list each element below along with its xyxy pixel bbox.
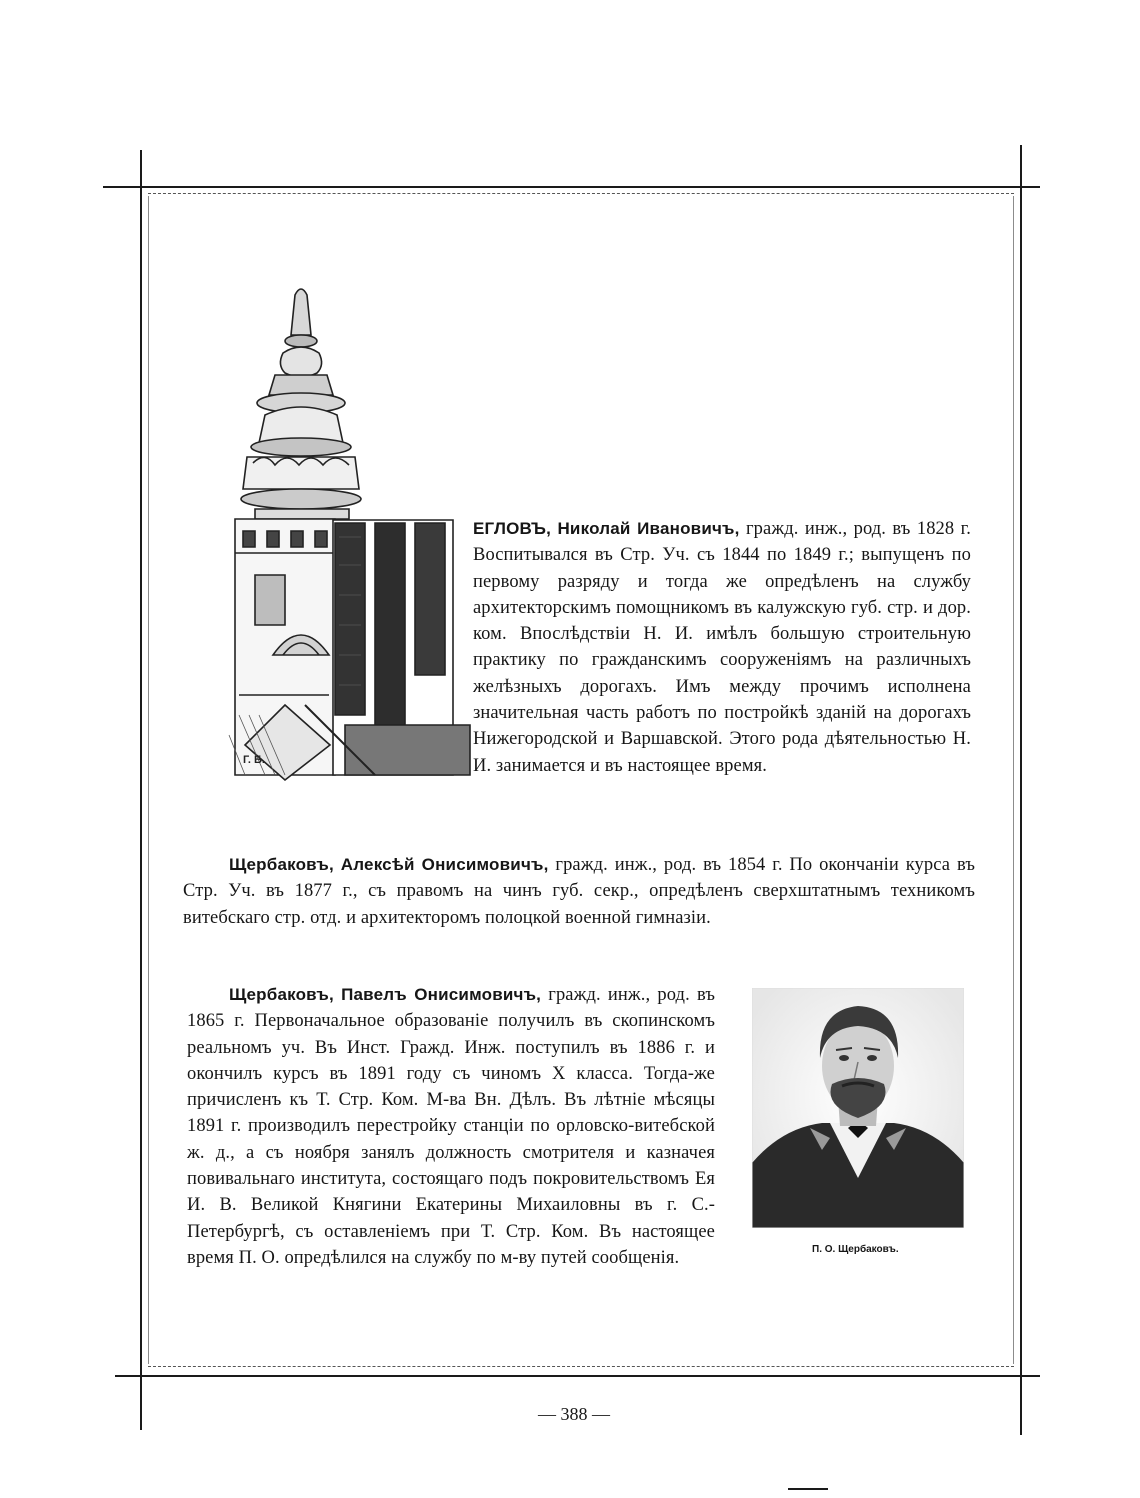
entry-eglov [473, 516, 971, 779]
entry-eglov-given-names: Николай Ивановичъ, [557, 519, 740, 538]
entry-shcherbakov-aleksei-text: гражд. инж., род. въ 1854 г. По окончаніи курса въ Стр. Уч. въ 1877 г., съ правомъ на чинъ губ. секр., опредѣленъ сверхштатнымъ техникомъ витебскаго стр. отд. и архитекторомъ полоцкой военной гимназіи. [183, 855, 975, 928]
page-number: — 388 — [538, 1404, 610, 1424]
architectural-illustration [225, 275, 475, 795]
entry-eglov-text: гражд. инж., род. въ 1828 г. Воспитывался въ Стр. Уч. съ 1844 по 1849 г.; выпущенъ по первому разряду и тогда же опредѣленъ на службу архитекторскимъ помощникомъ въ калужскую губ. стр. и дор. ком. Впослѣдствіи Н. И. имѣлъ большую строительную практику по гражданскимъ сооруженіямъ на различныхъ желѣзныхъ дорогахъ. Имъ между прочимъ исполнена значительная часть работъ по постройкѣ зданій на дорогахъ Нижегородской и Варшавской. Этого рода дѣятельностью Н. И. занимается и въ настоящее время. [473, 519, 971, 776]
entry-shcherbakov-aleksei [183, 852, 975, 931]
entry-shcherbakov-pavel-surname: Щербаковъ, [229, 985, 334, 1004]
illustration-signature: Г. Б. [243, 754, 265, 766]
entry-shcherbakov-aleksei-surname: Щербаковъ, [229, 855, 334, 874]
entry-shcherbakov-pavel [187, 982, 715, 1271]
entry-shcherbakov-pavel-given-names: Павелъ Онисимовичъ, [341, 985, 542, 1004]
entry-eglov-surname: ЕГЛОВЪ, [473, 519, 552, 538]
entry-shcherbakov-aleksei-given-names: Алексѣй Онисимовичъ, [340, 855, 549, 874]
entry-shcherbakov-pavel-text: гражд. инж., род. въ 1865 г. Первоначальное образованіе получилъ въ скопинскомъ реальномъ уч. Въ Инст. Гражд. Инж. поступилъ въ 1886 г. и окончилъ курсъ въ 1891 году съ чиномъ X класса. Тогда-же причисленъ къ Т. Стр. Ком. М-ва Вн. Дѣлъ. Въ лѣтніе мѣсяцы 1891 г. производилъ перестройку станціи по орловско-витебской ж. д., а съ ноября занялъ должность смотрителя и казначея повивальнаго института, состоящаго подъ покровительствомъ Ея И. В. Великой Княгини Екатерины Михаиловны въ г. С.-Петербургѣ, съ оставленіемъ при Т. Стр. Ком. Въ настоящее время П. О. опредѣлился на службу по м-ву путей сообщенія. [187, 985, 715, 1268]
portrait-caption: П. О. Щербаковъ. [812, 1244, 899, 1255]
portrait-image [752, 988, 964, 1228]
